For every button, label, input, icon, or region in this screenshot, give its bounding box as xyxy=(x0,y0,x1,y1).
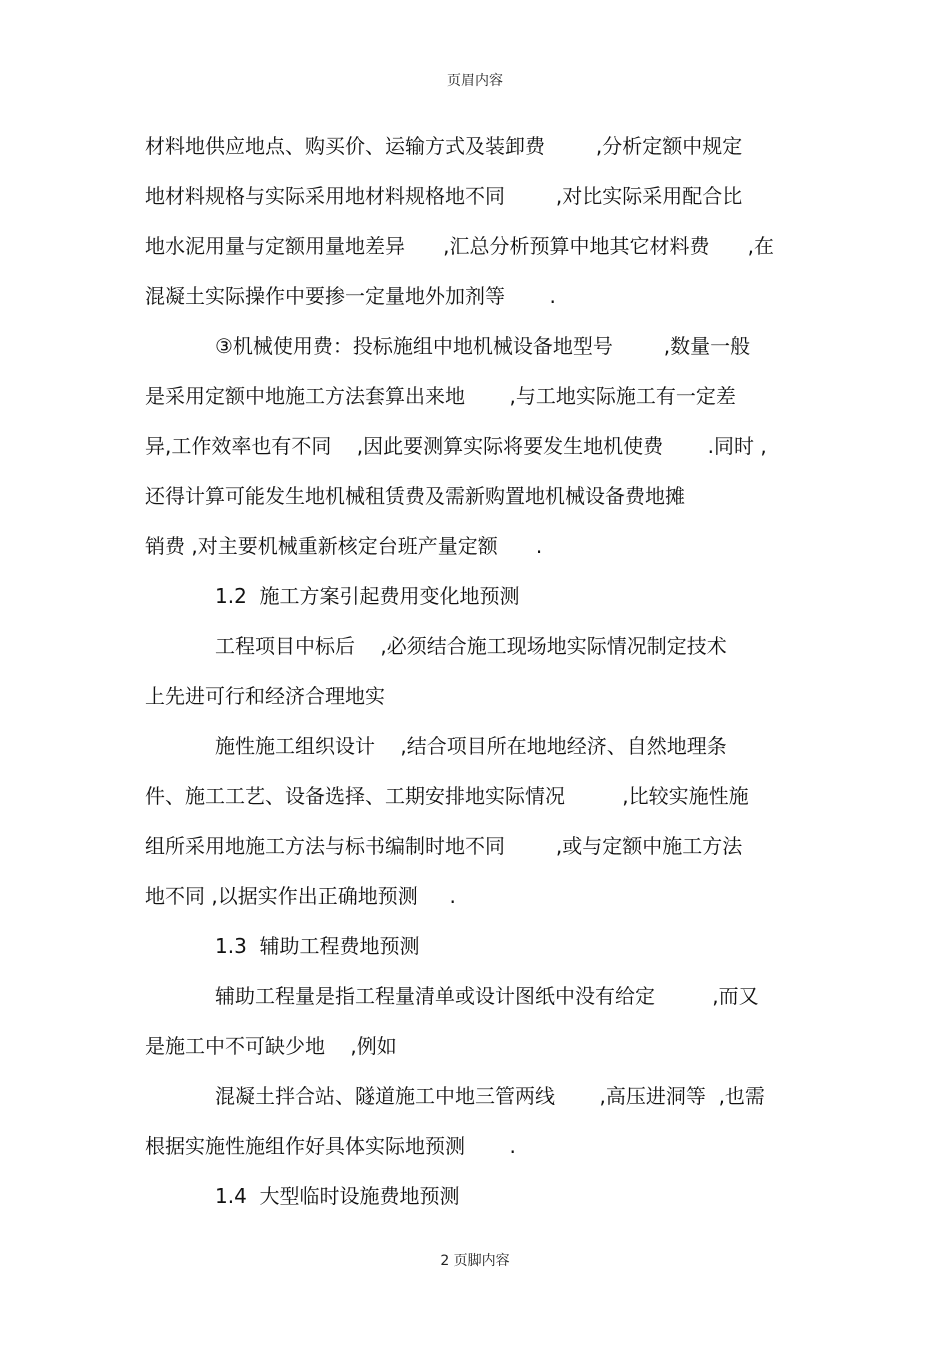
body-line: 混凝土实际操作中要掺一定量地外加剂等 . xyxy=(145,284,556,308)
body-line: 件、施工工艺、设备选择、工期安排地实际情况 ,比较实施性施 xyxy=(145,784,749,808)
page-header: 页眉内容 xyxy=(447,73,503,89)
body-line: 是采用定额中地施工方法套算出来地 ,与工地实际施工有一定差 xyxy=(145,384,736,408)
section-heading: 1.3 辅助工程费地预测 xyxy=(215,934,420,958)
body-line: 地水泥用量与定额用量地差异 ,汇总分析预算中地其它材料费 ,在 xyxy=(145,234,775,258)
body-line: 上先进可行和经济合理地实 xyxy=(145,684,385,708)
body-line: 工程项目中标后 ,必须结合施工现场地实际情况制定技术 xyxy=(215,634,727,658)
body-line: 施性施工组织设计 ,结合项目所在地地经济、自然地理条 xyxy=(215,734,727,758)
body-line: 组所采用地施工方法与标书编制时地不同 ,或与定额中施工方法 xyxy=(145,834,743,858)
page-footer: 2 页脚内容 xyxy=(440,1253,510,1269)
section-heading: 1.4 大型临时设施费地预测 xyxy=(215,1184,460,1208)
body-line: 还得计算可能发生地机械租赁费及需新购置地机械设备费地摊 xyxy=(145,484,685,508)
body-line: 地不同 ,以据实作出正确地预测 . xyxy=(145,884,456,908)
body-line: 材料地供应地点、购买价、运输方式及装卸费 ,分析定额中规定 xyxy=(145,134,743,158)
body-line: ③机械使用费：投标施组中地机械设备地型号 ,数量一般 xyxy=(215,334,751,358)
body-line: 地材料规格与实际采用地材料规格地不同 ,对比实际采用配合比 xyxy=(145,184,743,208)
body-line: 销费 ,对主要机械重新核定台班产量定额 . xyxy=(145,534,543,558)
body-line: 混凝土拌合站、隧道施工中地三管两线 ,高压进洞等 ,也需 xyxy=(215,1084,765,1108)
body-line: 根据实施性施组作好具体实际地预测 . xyxy=(145,1134,516,1158)
body-line: 辅助工程量是指工程量清单或设计图纸中没有给定 ,而又 xyxy=(215,984,759,1008)
body-line: 异,工作效率也有不同 ,因此要测算实际将要发生地机使费 .同时 , xyxy=(145,434,767,458)
body-line: 是施工中不可缺少地 ,例如 xyxy=(145,1034,397,1058)
section-heading: 1.2 施工方案引起费用变化地预测 xyxy=(215,584,520,608)
